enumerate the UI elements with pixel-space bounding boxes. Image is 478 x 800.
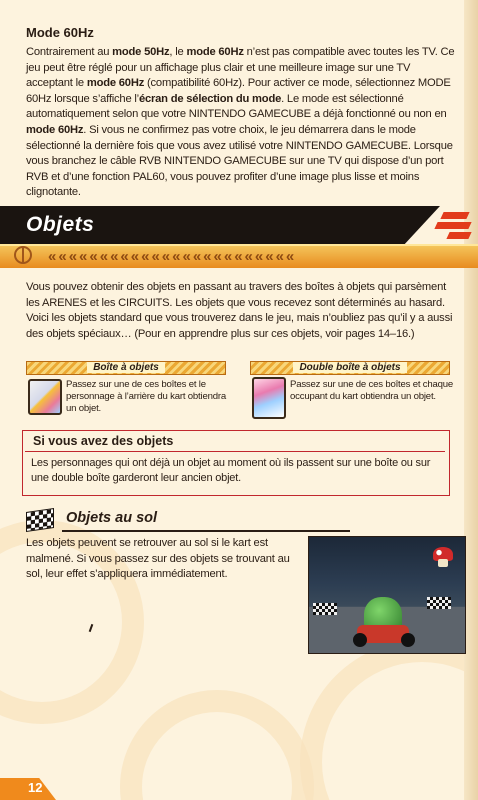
chevron-icon: « bbox=[234, 248, 243, 265]
mode60-bold-run: mode 60Hz bbox=[86, 77, 145, 90]
kart-wheel bbox=[401, 633, 415, 647]
callout-text: Les personnages qui ont déjà un objet au moment où ils passent sur une boîte ou sur une double boîte garderont leur ancien objet. bbox=[31, 457, 431, 484]
mode60-bold-run: mode 50Hz bbox=[112, 46, 170, 58]
chevron-icon: « bbox=[254, 248, 264, 265]
chevron-icon: « bbox=[58, 248, 67, 265]
mode60-text-run: . Le mode est sélectionné automatiquement selon que votre NINTENDO GAMECUBE a déjà fonctionné ou non en bbox=[26, 92, 447, 121]
chevron-icon: « bbox=[130, 248, 140, 265]
chevron-icon: « bbox=[172, 248, 181, 265]
mode60-bold-run: écran de sélection du mode bbox=[138, 92, 282, 105]
mode60-text-run: Contrairement au bbox=[26, 46, 113, 58]
page-edge bbox=[464, 0, 478, 800]
section-banner bbox=[0, 206, 478, 268]
item-box-heading bbox=[26, 361, 226, 375]
background-swirl bbox=[120, 690, 314, 800]
chevron-icon: « bbox=[79, 248, 88, 265]
mushroom-stem bbox=[438, 559, 448, 567]
item-box-icon bbox=[28, 379, 62, 415]
page-number: 12 bbox=[28, 780, 43, 795]
chevron-icon: « bbox=[213, 248, 222, 265]
speed-dashes bbox=[408, 206, 478, 244]
callout-header bbox=[25, 433, 445, 452]
section-title: Objets bbox=[26, 213, 95, 236]
checker-barrier bbox=[313, 603, 337, 615]
chevron-icon: « bbox=[68, 248, 78, 265]
chevron-icon: « bbox=[141, 248, 150, 265]
chevron-icon: « bbox=[151, 248, 160, 265]
kart-wheel bbox=[353, 633, 367, 647]
double-item-box-text: Passez sur une de ces boîtes et chaque occupant du kart obtiendra un objet. bbox=[290, 379, 454, 403]
chevron-icon: « bbox=[275, 248, 284, 265]
chevron-icon: « bbox=[244, 248, 253, 265]
mode60-bold-run: mode 60Hz bbox=[186, 46, 244, 58]
ground-objects-title: Objets au sol bbox=[66, 510, 158, 526]
mode60-heading: Mode 60Hz bbox=[26, 25, 94, 40]
chevron-icon: « bbox=[110, 248, 119, 265]
page-number-tab bbox=[0, 774, 60, 800]
mode60-text-run: . Si vous ne confirmez pas votre choix, le jeu démarrera dans le mode sélectionné la dernière fois que vous avez utilisé votre NINTENDO GAMECUBE. Lorsque vous branchez le câble RVB NINTENDO GAMECUBE sur une TV qui dispose d’un port RVB et d’une fonction PAL60, vous pouvez profiter d’une image plus lisse et moins clignotante. bbox=[26, 123, 453, 199]
ground-title-underline bbox=[62, 530, 350, 532]
chevron-icon: « bbox=[223, 248, 233, 265]
double-item-box-title: Double boîte à objets bbox=[293, 362, 406, 373]
checkered-flag-icon bbox=[26, 508, 54, 532]
double-item-box-heading bbox=[250, 361, 450, 375]
item-box-text: Passez sur une de ces boîtes et le personnage à l’arrière du kart obtiendra un objet. bbox=[66, 379, 226, 415]
globe-icon bbox=[14, 246, 32, 264]
chevron-strip bbox=[0, 244, 478, 268]
chevron-icon: « bbox=[161, 248, 171, 265]
callout-title: Si vous avez des objets bbox=[33, 434, 174, 448]
ground-objects-text: Les objets peuvent se retrouver au sol si le kart est malmené. Si vous passez sur des objets se trouvant au sol, leur effet s’appliquera immédiatement. bbox=[26, 537, 290, 581]
checker-barrier bbox=[427, 597, 451, 609]
item-box-title: Boîte à objets bbox=[87, 362, 165, 373]
chevron-icon: « bbox=[120, 248, 129, 265]
chevron-icon: « bbox=[182, 248, 191, 265]
mode60-text-run: (compatibilité 60Hz). Pour activer ce mode, sélectionnez MODE 60Hz lorsque s’affiche l’ bbox=[26, 77, 451, 105]
chevron-row bbox=[48, 248, 473, 266]
callout-box bbox=[22, 430, 450, 496]
chevron-icon: « bbox=[203, 248, 212, 265]
chevron-icon: « bbox=[99, 248, 109, 265]
background-swirl bbox=[300, 640, 478, 800]
mode60-bold-run: mode 60Hz bbox=[26, 123, 84, 136]
double-item-box-icon bbox=[252, 377, 286, 419]
chevron-icon: « bbox=[285, 248, 295, 265]
mode60-text-run: , le bbox=[169, 46, 187, 58]
game-screenshot bbox=[308, 536, 466, 654]
section-intro: Vous pouvez obtenir des objets en passant au travers des boîtes à objets qui parsèment les ARENES et les CIRCUITS. Les objets que vous recevez sont déterminés au hasard. Voici les objets standard que vous trouverez dans le jeu, mais n’oubliez pas qu’il y a aussi des objets spéciaux… (Pour en apprendre plus sur ces objets, voir pages 14–16.) bbox=[26, 281, 453, 340]
chevron-icon: « bbox=[265, 248, 274, 265]
mode60-paragraph bbox=[26, 45, 456, 201]
chevron-icon: « bbox=[192, 248, 202, 265]
chevron-icon: « bbox=[89, 248, 98, 265]
chevron-icon: « bbox=[48, 248, 57, 265]
mode60-text-run: n’est pas compatible avec toutes les TV. Ce jeu peut être réglé pour un affichage plus clair et une meilleure image sur une TV acceptant le bbox=[26, 46, 455, 90]
